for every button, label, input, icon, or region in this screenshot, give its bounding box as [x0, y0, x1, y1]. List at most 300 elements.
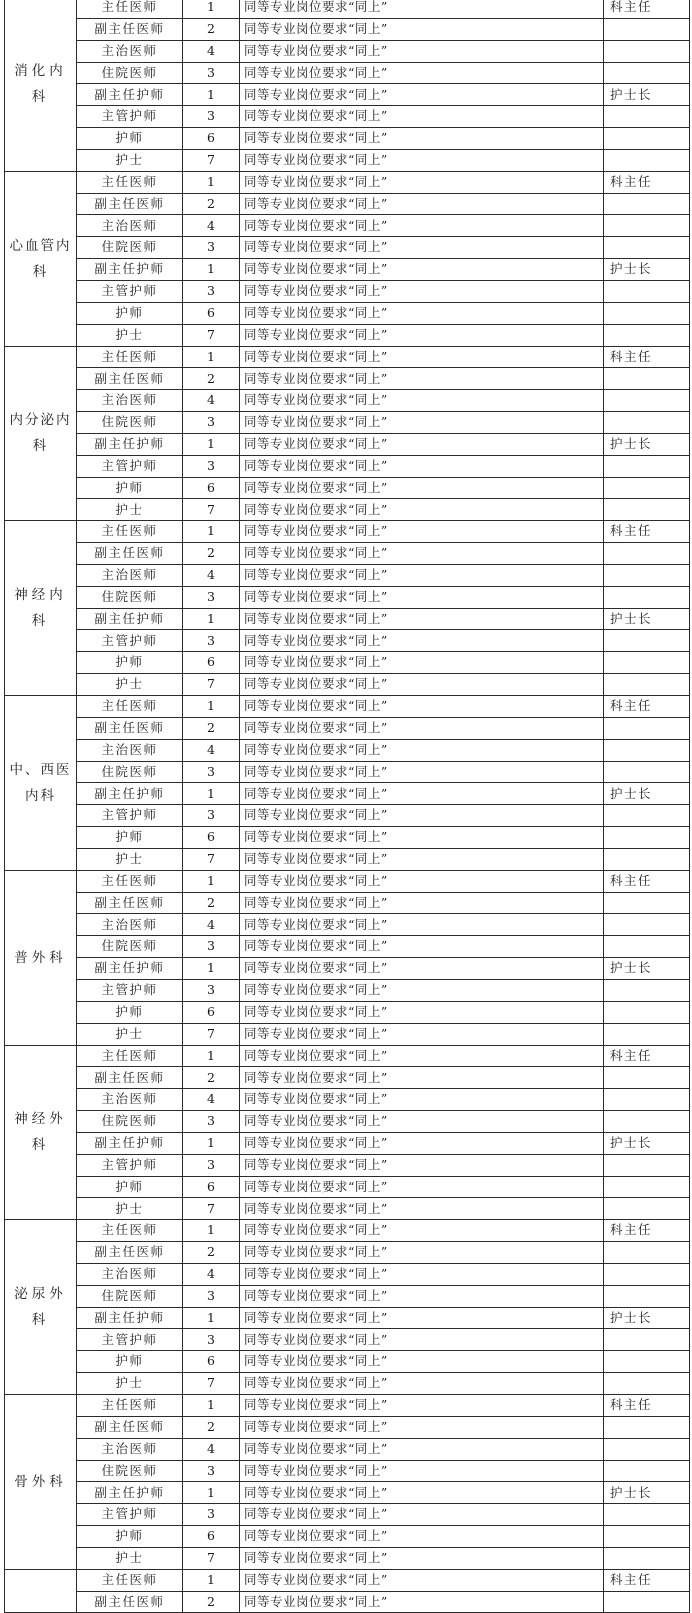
table-row: [5, 1220, 690, 1242]
table-row: [5, 390, 690, 412]
requirement-cell: 同等专业岗位要求“同上”: [240, 84, 604, 106]
position-cell: 护士: [77, 674, 183, 696]
note-cell: 科主任: [604, 521, 690, 543]
note-cell: [604, 761, 690, 783]
table-row: [5, 1482, 690, 1504]
count-cell: 4: [183, 739, 240, 761]
note-cell: [604, 1416, 690, 1438]
table-row: [5, 1263, 690, 1285]
requirement-cell: 同等专业岗位要求“同上”: [240, 1438, 604, 1460]
table-row: [5, 259, 690, 281]
note-cell: [604, 193, 690, 215]
note-cell: 科主任: [604, 1395, 690, 1417]
position-cell: 住院医师: [77, 237, 183, 259]
position-cell: 副主任医师: [77, 543, 183, 565]
requirement-cell: 同等专业岗位要求“同上”: [240, 18, 604, 40]
requirement-cell: 同等专业岗位要求“同上”: [240, 40, 604, 62]
requirement-cell: 同等专业岗位要求“同上”: [240, 324, 604, 346]
note-cell: [604, 324, 690, 346]
position-cell: 副主任护师: [77, 259, 183, 281]
requirement-cell: 同等专业岗位要求“同上”: [240, 1329, 604, 1351]
note-cell: [604, 1263, 690, 1285]
requirement-cell: 同等专业岗位要求“同上”: [240, 1242, 604, 1264]
requirement-cell: 同等专业岗位要求“同上”: [240, 936, 604, 958]
table-row: [5, 674, 690, 696]
count-cell: 3: [183, 1329, 240, 1351]
table-row: [5, 280, 690, 302]
requirement-cell: 同等专业岗位要求“同上”: [240, 914, 604, 936]
position-cell: 住院医师: [77, 1460, 183, 1482]
count-cell: 2: [183, 18, 240, 40]
table-row: [5, 1547, 690, 1569]
requirement-cell: 同等专业岗位要求“同上”: [240, 739, 604, 761]
note-cell: [604, 936, 690, 958]
count-cell: 4: [183, 914, 240, 936]
count-cell: 2: [183, 1416, 240, 1438]
position-cell: 主任医师: [77, 1220, 183, 1242]
count-cell: 3: [183, 62, 240, 84]
requirement-cell: 同等专业岗位要求“同上”: [240, 870, 604, 892]
count-cell: 1: [183, 958, 240, 980]
note-cell: [604, 848, 690, 870]
count-cell: 6: [183, 1001, 240, 1023]
requirement-cell: 同等专业岗位要求“同上”: [240, 1482, 604, 1504]
note-cell: [604, 1547, 690, 1569]
table-row: [5, 564, 690, 586]
count-cell: 2: [183, 193, 240, 215]
table-row: [5, 1373, 690, 1395]
requirement-cell: 同等专业岗位要求“同上”: [240, 499, 604, 521]
requirement-cell: 同等专业岗位要求“同上”: [240, 1460, 604, 1482]
table-row: [5, 1242, 690, 1264]
note-cell: [604, 302, 690, 324]
table-row: [5, 368, 690, 390]
position-cell: 副主任医师: [77, 368, 183, 390]
position-cell: 主管护师: [77, 280, 183, 302]
position-cell: 副主任护师: [77, 84, 183, 106]
position-cell: 护师: [77, 652, 183, 674]
department-cell: 神经内科: [5, 521, 77, 696]
note-cell: [604, 1176, 690, 1198]
table-row: [5, 1132, 690, 1154]
position-cell: 主任医师: [77, 870, 183, 892]
count-cell: 4: [183, 1263, 240, 1285]
department-cell: 消化内科: [5, 0, 77, 171]
note-cell: [604, 1089, 690, 1111]
position-cell: 副主任护师: [77, 958, 183, 980]
table-row: [5, 827, 690, 849]
note-cell: [604, 1460, 690, 1482]
note-cell: 护士长: [604, 958, 690, 980]
table-row: [5, 696, 690, 718]
table-row: [5, 1176, 690, 1198]
note-cell: [604, 1111, 690, 1133]
position-cell: 护师: [77, 128, 183, 150]
note-cell: [604, 805, 690, 827]
note-cell: 护士长: [604, 1482, 690, 1504]
count-cell: 4: [183, 1438, 240, 1460]
table-row: [5, 477, 690, 499]
position-cell: 护士: [77, 324, 183, 346]
requirement-cell: 同等专业岗位要求“同上”: [240, 128, 604, 150]
requirement-cell: 同等专业岗位要求“同上”: [240, 237, 604, 259]
table-row: [5, 0, 690, 18]
position-cell: 副主任医师: [77, 1067, 183, 1089]
note-cell: [604, 586, 690, 608]
requirement-cell: 同等专业岗位要求“同上”: [240, 368, 604, 390]
count-cell: 3: [183, 455, 240, 477]
requirement-cell: 同等专业岗位要求“同上”: [240, 1111, 604, 1133]
position-cell: 住院医师: [77, 586, 183, 608]
count-cell: 3: [183, 1285, 240, 1307]
requirement-cell: 同等专业岗位要求“同上”: [240, 564, 604, 586]
table-row: [5, 346, 690, 368]
position-cell: 副主任护师: [77, 608, 183, 630]
note-cell: [604, 149, 690, 171]
count-cell: 4: [183, 40, 240, 62]
count-cell: 3: [183, 237, 240, 259]
position-cell: 副主任医师: [77, 1242, 183, 1264]
note-cell: [604, 280, 690, 302]
position-cell: 副主任护师: [77, 433, 183, 455]
position-cell: 主任医师: [77, 1045, 183, 1067]
position-cell: 护师: [77, 827, 183, 849]
table-row: [5, 237, 690, 259]
table-row: [5, 717, 690, 739]
requirement-cell: 同等专业岗位要求“同上”: [240, 1176, 604, 1198]
position-cell: 主治医师: [77, 1089, 183, 1111]
count-cell: 3: [183, 412, 240, 434]
count-cell: 4: [183, 390, 240, 412]
table-row: [5, 171, 690, 193]
requirement-cell: 同等专业岗位要求“同上”: [240, 1045, 604, 1067]
position-cell: 主任医师: [77, 1569, 183, 1591]
count-cell: 1: [183, 1569, 240, 1591]
count-cell: 1: [183, 783, 240, 805]
table-row: [5, 128, 690, 150]
requirement-cell: 同等专业岗位要求“同上”: [240, 1089, 604, 1111]
note-cell: 护士长: [604, 1132, 690, 1154]
position-cell: 主治医师: [77, 739, 183, 761]
note-cell: 护士长: [604, 1307, 690, 1329]
note-cell: [604, 827, 690, 849]
requirement-cell: 同等专业岗位要求“同上”: [240, 280, 604, 302]
note-cell: [604, 412, 690, 434]
note-cell: [604, 215, 690, 237]
position-cell: 副主任医师: [77, 1591, 183, 1613]
count-cell: 1: [183, 433, 240, 455]
department-cell: 普外科: [5, 870, 77, 1045]
count-cell: 2: [183, 1067, 240, 1089]
position-cell: 主任医师: [77, 346, 183, 368]
table-row: [5, 630, 690, 652]
note-cell: 科主任: [604, 0, 690, 18]
count-cell: 7: [183, 674, 240, 696]
department-cell: 内分泌内科: [5, 346, 77, 521]
table-row: [5, 870, 690, 892]
position-cell: 护士: [77, 499, 183, 521]
note-cell: [604, 1438, 690, 1460]
requirement-cell: 同等专业岗位要求“同上”: [240, 1263, 604, 1285]
note-cell: [604, 543, 690, 565]
table-row: [5, 1569, 690, 1591]
note-cell: 科主任: [604, 1220, 690, 1242]
note-cell: [604, 1351, 690, 1373]
table-row: [5, 1416, 690, 1438]
count-cell: 6: [183, 477, 240, 499]
requirement-cell: 同等专业岗位要求“同上”: [240, 630, 604, 652]
count-cell: 1: [183, 1482, 240, 1504]
table-row: [5, 1111, 690, 1133]
note-cell: [604, 40, 690, 62]
position-cell: 主管护师: [77, 1329, 183, 1351]
table-row: [5, 1023, 690, 1045]
count-cell: 3: [183, 106, 240, 128]
table-row: [5, 608, 690, 630]
note-cell: [604, 1504, 690, 1526]
count-cell: 1: [183, 608, 240, 630]
note-cell: [604, 1285, 690, 1307]
count-cell: 3: [183, 280, 240, 302]
table-row: [5, 412, 690, 434]
requirement-cell: 同等专业岗位要求“同上”: [240, 1526, 604, 1548]
table-row: [5, 805, 690, 827]
note-cell: 科主任: [604, 1045, 690, 1067]
position-cell: 主任医师: [77, 171, 183, 193]
requirement-cell: 同等专业岗位要求“同上”: [240, 0, 604, 18]
count-cell: 4: [183, 564, 240, 586]
table-row: [5, 1526, 690, 1548]
table-row: [5, 302, 690, 324]
count-cell: 1: [183, 870, 240, 892]
position-cell: 主管护师: [77, 630, 183, 652]
position-cell: 副主任医师: [77, 193, 183, 215]
requirement-cell: 同等专业岗位要求“同上”: [240, 149, 604, 171]
requirement-cell: 同等专业岗位要求“同上”: [240, 1307, 604, 1329]
count-cell: 1: [183, 521, 240, 543]
count-cell: 6: [183, 827, 240, 849]
table-row: [5, 1504, 690, 1526]
requirement-cell: 同等专业岗位要求“同上”: [240, 1220, 604, 1242]
table-row: [5, 783, 690, 805]
note-cell: [604, 455, 690, 477]
position-cell: 主管护师: [77, 979, 183, 1001]
count-cell: 3: [183, 630, 240, 652]
position-cell: 住院医师: [77, 761, 183, 783]
position-cell: 主治医师: [77, 1263, 183, 1285]
requirement-cell: 同等专业岗位要求“同上”: [240, 958, 604, 980]
count-cell: 3: [183, 586, 240, 608]
position-cell: 主治医师: [77, 215, 183, 237]
position-cell: 主治医师: [77, 1438, 183, 1460]
department-cell: 骨外科: [5, 1395, 77, 1570]
note-cell: [604, 1329, 690, 1351]
note-cell: 护士长: [604, 783, 690, 805]
count-cell: 3: [183, 1460, 240, 1482]
table-row: [5, 1591, 690, 1613]
requirement-cell: 同等专业岗位要求“同上”: [240, 1504, 604, 1526]
requirement-cell: 同等专业岗位要求“同上”: [240, 586, 604, 608]
note-cell: [604, 674, 690, 696]
position-cell: 护师: [77, 1001, 183, 1023]
note-cell: 科主任: [604, 696, 690, 718]
requirement-cell: 同等专业岗位要求“同上”: [240, 543, 604, 565]
table-row: [5, 1198, 690, 1220]
count-cell: 3: [183, 1111, 240, 1133]
requirement-cell: 同等专业岗位要求“同上”: [240, 1001, 604, 1023]
position-cell: 主任医师: [77, 696, 183, 718]
requirement-cell: 同等专业岗位要求“同上”: [240, 1067, 604, 1089]
table-row: [5, 455, 690, 477]
position-cell: 副主任护师: [77, 1132, 183, 1154]
count-cell: 4: [183, 1089, 240, 1111]
table-row: [5, 1154, 690, 1176]
requirement-cell: 同等专业岗位要求“同上”: [240, 1132, 604, 1154]
table-row: [5, 1045, 690, 1067]
table-row: [5, 1438, 690, 1460]
count-cell: 2: [183, 368, 240, 390]
requirement-cell: 同等专业岗位要求“同上”: [240, 608, 604, 630]
count-cell: 2: [183, 892, 240, 914]
requirement-cell: 同等专业岗位要求“同上”: [240, 477, 604, 499]
note-cell: [604, 1154, 690, 1176]
requirement-cell: 同等专业岗位要求“同上”: [240, 1547, 604, 1569]
count-cell: 3: [183, 1154, 240, 1176]
table-row: [5, 1285, 690, 1307]
note-cell: 护士长: [604, 608, 690, 630]
table-row: [5, 1307, 690, 1329]
table-row: [5, 543, 690, 565]
position-cell: 主管护师: [77, 106, 183, 128]
table-row: [5, 521, 690, 543]
position-cell: 护士: [77, 1023, 183, 1045]
requirement-cell: 同等专业岗位要求“同上”: [240, 1591, 604, 1613]
table-row: [5, 324, 690, 346]
note-cell: 科主任: [604, 870, 690, 892]
note-cell: [604, 652, 690, 674]
requirement-cell: 同等专业岗位要求“同上”: [240, 390, 604, 412]
table-row: [5, 1089, 690, 1111]
table-row: [5, 215, 690, 237]
requirement-cell: 同等专业岗位要求“同上”: [240, 521, 604, 543]
table-row: [5, 1001, 690, 1023]
requirement-cell: 同等专业岗位要求“同上”: [240, 412, 604, 434]
requirement-cell: 同等专业岗位要求“同上”: [240, 1285, 604, 1307]
note-cell: [604, 892, 690, 914]
requirement-cell: 同等专业岗位要求“同上”: [240, 455, 604, 477]
table-row: [5, 914, 690, 936]
note-cell: [604, 1067, 690, 1089]
requirement-cell: 同等专业岗位要求“同上”: [240, 171, 604, 193]
note-cell: [604, 1242, 690, 1264]
table-row: [5, 106, 690, 128]
requirement-cell: 同等专业岗位要求“同上”: [240, 696, 604, 718]
department-cell: 泌尿外科: [5, 1220, 77, 1395]
requirement-cell: 同等专业岗位要求“同上”: [240, 1395, 604, 1417]
note-cell: [604, 1591, 690, 1613]
count-cell: 3: [183, 936, 240, 958]
note-cell: [604, 128, 690, 150]
note-cell: [604, 62, 690, 84]
note-cell: [604, 237, 690, 259]
count-cell: 7: [183, 149, 240, 171]
note-cell: 科主任: [604, 171, 690, 193]
count-cell: 1: [183, 1220, 240, 1242]
table-row: [5, 761, 690, 783]
table-row: [5, 1067, 690, 1089]
note-cell: [604, 106, 690, 128]
position-cell: 护士: [77, 1373, 183, 1395]
count-cell: 1: [183, 1307, 240, 1329]
requirement-cell: 同等专业岗位要求“同上”: [240, 1351, 604, 1373]
table-row: [5, 433, 690, 455]
position-cell: 护士: [77, 848, 183, 870]
position-cell: 副主任医师: [77, 892, 183, 914]
position-cell: 主治医师: [77, 564, 183, 586]
table-row: [5, 1329, 690, 1351]
position-cell: 副主任医师: [77, 1416, 183, 1438]
department-cell: [5, 1569, 77, 1613]
position-cell: 副主任医师: [77, 18, 183, 40]
position-cell: 护士: [77, 149, 183, 171]
count-cell: 1: [183, 171, 240, 193]
note-cell: [604, 1526, 690, 1548]
count-cell: 7: [183, 848, 240, 870]
table-row: [5, 739, 690, 761]
position-cell: 护师: [77, 1351, 183, 1373]
position-cell: 住院医师: [77, 936, 183, 958]
requirement-cell: 同等专业岗位要求“同上”: [240, 193, 604, 215]
table-row: [5, 936, 690, 958]
staffing-table: [4, 0, 690, 1613]
requirement-cell: 同等专业岗位要求“同上”: [240, 848, 604, 870]
position-cell: 主管护师: [77, 805, 183, 827]
table-row: [5, 40, 690, 62]
count-cell: 7: [183, 499, 240, 521]
count-cell: 1: [183, 1132, 240, 1154]
requirement-cell: 同等专业岗位要求“同上”: [240, 783, 604, 805]
count-cell: 2: [183, 1591, 240, 1613]
position-cell: 住院医师: [77, 1111, 183, 1133]
position-cell: 护师: [77, 302, 183, 324]
count-cell: 7: [183, 1373, 240, 1395]
requirement-cell: 同等专业岗位要求“同上”: [240, 805, 604, 827]
department-cell: 神经外科: [5, 1045, 77, 1220]
note-cell: 护士长: [604, 259, 690, 281]
note-cell: [604, 1373, 690, 1395]
count-cell: 6: [183, 128, 240, 150]
count-cell: 4: [183, 215, 240, 237]
department-cell: 中、西医内科: [5, 696, 77, 871]
position-cell: 住院医师: [77, 412, 183, 434]
requirement-cell: 同等专业岗位要求“同上”: [240, 652, 604, 674]
count-cell: 7: [183, 1198, 240, 1220]
table-row: [5, 499, 690, 521]
requirement-cell: 同等专业岗位要求“同上”: [240, 827, 604, 849]
table-row: [5, 1460, 690, 1482]
count-cell: 1: [183, 84, 240, 106]
requirement-cell: 同等专业岗位要求“同上”: [240, 761, 604, 783]
table-row: [5, 84, 690, 106]
requirement-cell: 同等专业岗位要求“同上”: [240, 674, 604, 696]
position-cell: 主任医师: [77, 1395, 183, 1417]
note-cell: 护士长: [604, 433, 690, 455]
note-cell: [604, 18, 690, 40]
requirement-cell: 同等专业岗位要求“同上”: [240, 346, 604, 368]
position-cell: 住院医师: [77, 62, 183, 84]
requirement-cell: 同等专业岗位要求“同上”: [240, 892, 604, 914]
count-cell: 3: [183, 761, 240, 783]
